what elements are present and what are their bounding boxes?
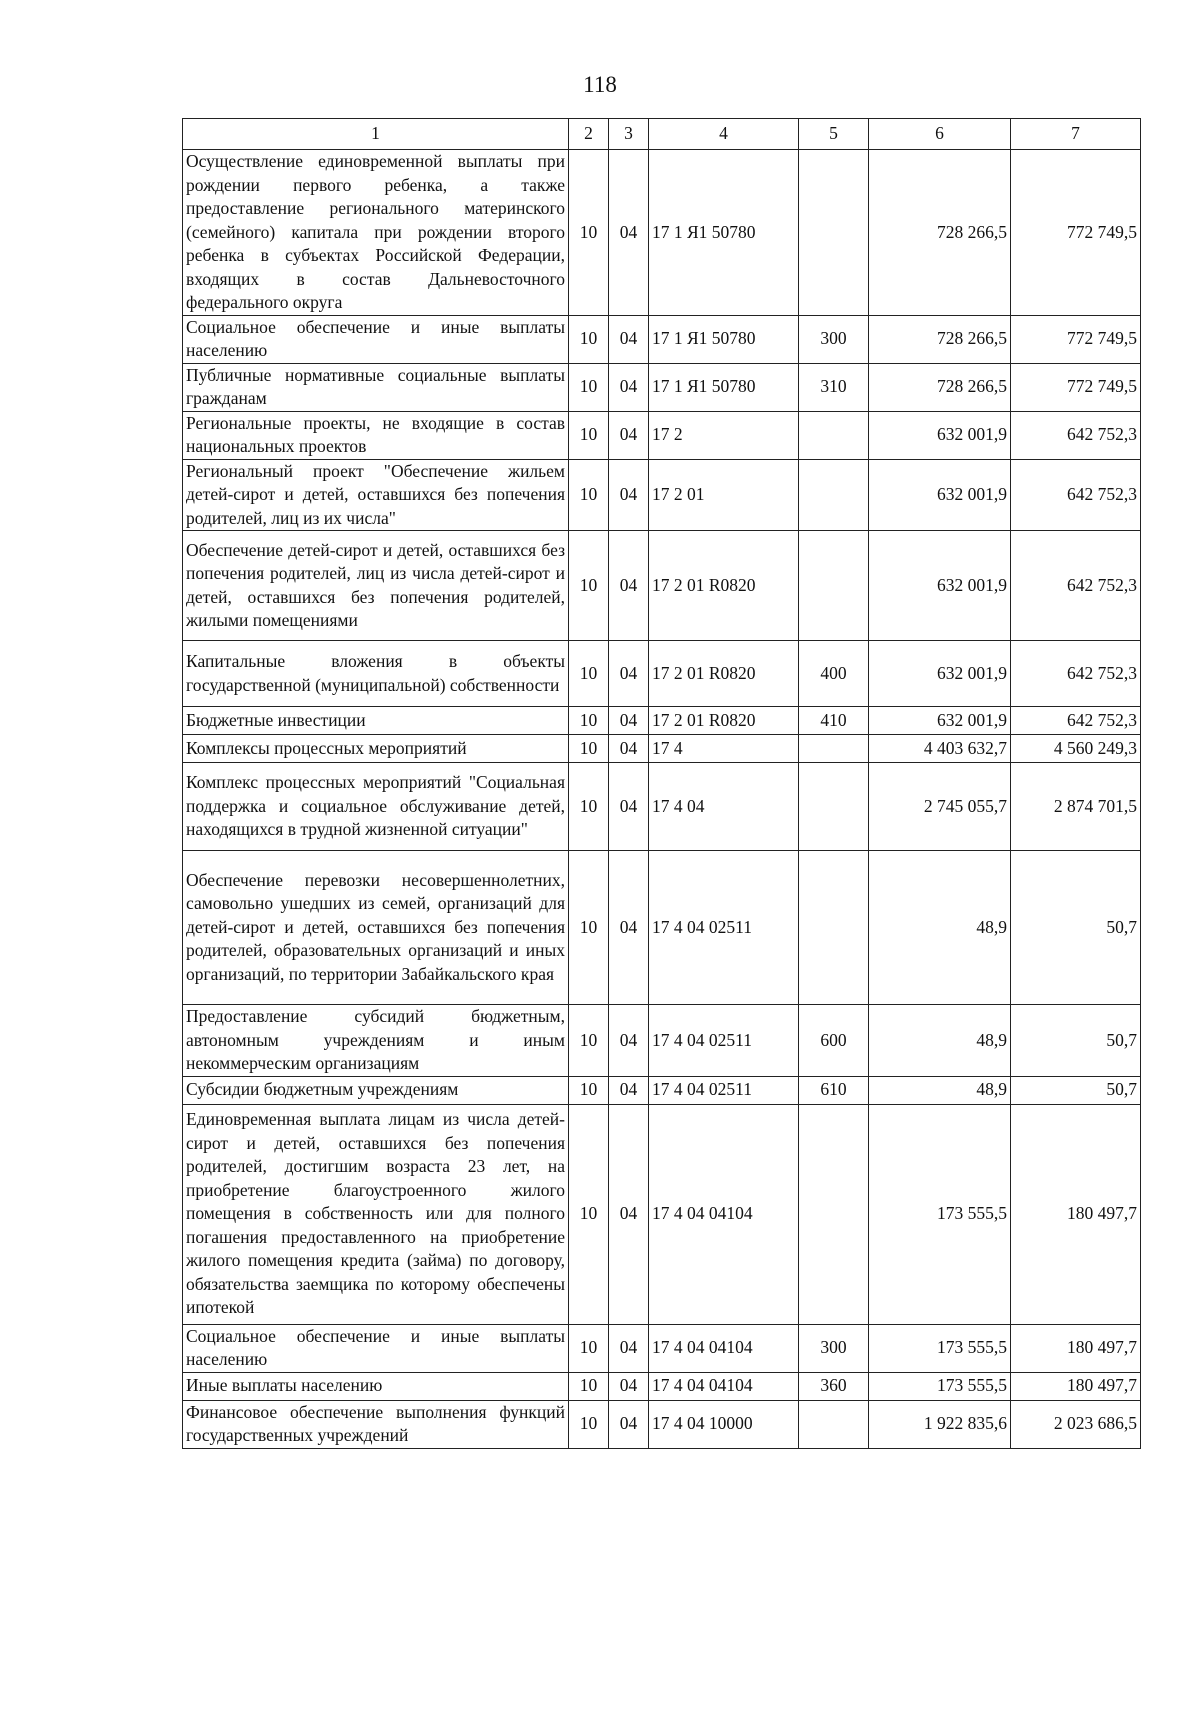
cell-name: Бюджетные инвестиции — [183, 707, 569, 735]
cell-target-article: 17 1 Я1 50780 — [649, 315, 799, 363]
table-row — [183, 707, 1141, 735]
cell-amount-year-2: 50,7 — [1011, 851, 1141, 1005]
cell-amount-year-2: 642 752,3 — [1011, 459, 1141, 531]
page-number: 118 — [583, 72, 617, 97]
column-header: 2 — [569, 119, 609, 150]
cell-amount-year-2: 642 752,3 — [1011, 531, 1141, 641]
cell-target-article: 17 2 01 R0820 — [649, 531, 799, 641]
cell-name: Публичные нормативные социальные выплаты гражданам — [183, 363, 569, 411]
cell-amount-year-2: 772 749,5 — [1011, 315, 1141, 363]
cell-subsection: 04 — [609, 735, 649, 763]
cell-expense-type: 410 — [799, 707, 869, 735]
cell-subsection: 04 — [609, 641, 649, 707]
cell-amount-year-1: 173 555,5 — [869, 1104, 1011, 1324]
cell-target-article: 17 4 04 10000 — [649, 1400, 799, 1448]
table-row — [183, 735, 1141, 763]
cell-section: 10 — [569, 1104, 609, 1324]
cell-amount-year-2: 2 874 701,5 — [1011, 763, 1141, 851]
cell-name: Капитальные вложения в объекты государственной (муниципальной) собственности — [183, 641, 569, 707]
cell-expense-type: 400 — [799, 641, 869, 707]
cell-expense-type — [799, 1104, 869, 1324]
table-row — [183, 763, 1141, 851]
table-row — [183, 315, 1141, 363]
cell-amount-year-1: 632 001,9 — [869, 411, 1011, 459]
cell-expense-type — [799, 411, 869, 459]
table-row — [183, 1372, 1141, 1400]
table-row — [183, 1104, 1141, 1324]
cell-expense-type: 600 — [799, 1005, 869, 1077]
cell-name: Финансовое обеспечение выполнения функций государственных учреждений — [183, 1400, 569, 1448]
table-row — [183, 150, 1141, 316]
cell-target-article: 17 4 04 04104 — [649, 1324, 799, 1372]
cell-amount-year-1: 48,9 — [869, 851, 1011, 1005]
cell-target-article: 17 4 04 02511 — [649, 1005, 799, 1077]
cell-amount-year-1: 632 001,9 — [869, 707, 1011, 735]
cell-section: 10 — [569, 363, 609, 411]
cell-section: 10 — [569, 150, 609, 316]
table-row — [183, 411, 1141, 459]
cell-expense-type — [799, 150, 869, 316]
column-header: 5 — [799, 119, 869, 150]
cell-name: Предоставление субсидий бюджетным, автономным учреждениям и иным некоммерческим организациям — [183, 1005, 569, 1077]
budget-table — [182, 118, 1141, 1449]
cell-subsection: 04 — [609, 459, 649, 531]
table-row — [183, 641, 1141, 707]
cell-section: 10 — [569, 459, 609, 531]
cell-target-article: 17 1 Я1 50780 — [649, 363, 799, 411]
cell-amount-year-2: 772 749,5 — [1011, 363, 1141, 411]
cell-subsection: 04 — [609, 707, 649, 735]
cell-amount-year-1: 173 555,5 — [869, 1324, 1011, 1372]
cell-expense-type — [799, 459, 869, 531]
cell-name: Иные выплаты населению — [183, 1372, 569, 1400]
cell-section: 10 — [569, 411, 609, 459]
column-header: 1 — [183, 119, 569, 150]
table-row — [183, 1324, 1141, 1372]
cell-amount-year-1: 728 266,5 — [869, 150, 1011, 316]
cell-expense-type — [799, 735, 869, 763]
cell-amount-year-1: 1 922 835,6 — [869, 1400, 1011, 1448]
table-body — [183, 150, 1141, 1449]
cell-subsection: 04 — [609, 1324, 649, 1372]
cell-expense-type: 610 — [799, 1076, 869, 1104]
cell-subsection: 04 — [609, 150, 649, 316]
cell-amount-year-2: 180 497,7 — [1011, 1104, 1141, 1324]
cell-section: 10 — [569, 707, 609, 735]
table-row — [183, 459, 1141, 531]
table-row — [183, 851, 1141, 1005]
cell-name: Субсидии бюджетным учреждениям — [183, 1076, 569, 1104]
table-row — [183, 1076, 1141, 1104]
cell-section: 10 — [569, 735, 609, 763]
column-header: 3 — [609, 119, 649, 150]
cell-name: Социальное обеспечение и иные выплаты населению — [183, 1324, 569, 1372]
table-row — [183, 531, 1141, 641]
cell-expense-type — [799, 851, 869, 1005]
column-header: 7 — [1011, 119, 1141, 150]
cell-section: 10 — [569, 1005, 609, 1077]
cell-amount-year-2: 772 749,5 — [1011, 150, 1141, 316]
cell-subsection: 04 — [609, 1076, 649, 1104]
cell-subsection: 04 — [609, 315, 649, 363]
cell-subsection: 04 — [609, 363, 649, 411]
cell-section: 10 — [569, 641, 609, 707]
cell-amount-year-1: 728 266,5 — [869, 315, 1011, 363]
cell-target-article: 17 1 Я1 50780 — [649, 150, 799, 316]
cell-target-article: 17 2 01 — [649, 459, 799, 531]
column-header: 4 — [649, 119, 799, 150]
cell-section: 10 — [569, 531, 609, 641]
cell-amount-year-1: 173 555,5 — [869, 1372, 1011, 1400]
cell-target-article: 17 4 04 02511 — [649, 1076, 799, 1104]
cell-target-article: 17 4 04 02511 — [649, 851, 799, 1005]
cell-amount-year-1: 728 266,5 — [869, 363, 1011, 411]
cell-name: Региональные проекты, не входящие в состав национальных проектов — [183, 411, 569, 459]
cell-amount-year-1: 632 001,9 — [869, 459, 1011, 531]
cell-amount-year-2: 642 752,3 — [1011, 707, 1141, 735]
cell-amount-year-2: 180 497,7 — [1011, 1324, 1141, 1372]
cell-amount-year-2: 642 752,3 — [1011, 411, 1141, 459]
cell-amount-year-1: 2 745 055,7 — [869, 763, 1011, 851]
cell-target-article: 17 2 — [649, 411, 799, 459]
cell-name: Комплексы процессных мероприятий — [183, 735, 569, 763]
cell-section: 10 — [569, 1076, 609, 1104]
cell-expense-type: 300 — [799, 1324, 869, 1372]
cell-subsection: 04 — [609, 531, 649, 641]
cell-amount-year-1: 48,9 — [869, 1005, 1011, 1077]
cell-name: Обеспечение детей-сирот и детей, оставшихся без попечения родителей, лиц из числа детей-сирот и детей, оставшихся без попечения родителей, жилыми помещениями — [183, 531, 569, 641]
cell-expense-type — [799, 763, 869, 851]
cell-expense-type — [799, 1400, 869, 1448]
cell-amount-year-2: 2 023 686,5 — [1011, 1400, 1141, 1448]
cell-expense-type: 310 — [799, 363, 869, 411]
cell-subsection: 04 — [609, 1005, 649, 1077]
cell-subsection: 04 — [609, 411, 649, 459]
cell-subsection: 04 — [609, 1372, 649, 1400]
cell-name: Комплекс процессных мероприятий "Социальная поддержка и социальное обслуживание детей, находящихся в трудной жизненной ситуации" — [183, 763, 569, 851]
cell-expense-type: 360 — [799, 1372, 869, 1400]
cell-amount-year-2: 50,7 — [1011, 1076, 1141, 1104]
cell-target-article: 17 4 04 — [649, 763, 799, 851]
cell-name: Осуществление единовременной выплаты при рождении первого ребенка, а также предоставление регионального материнского (семейного) капитала при рождении второго ребенка в субъектах Российской Федерации, входящих в состав Дальневосточного федерального округа — [183, 150, 569, 316]
cell-amount-year-1: 632 001,9 — [869, 641, 1011, 707]
cell-expense-type — [799, 531, 869, 641]
cell-target-article: 17 2 01 R0820 — [649, 641, 799, 707]
table-header-row — [183, 119, 1141, 150]
cell-subsection: 04 — [609, 1400, 649, 1448]
cell-amount-year-2: 50,7 — [1011, 1005, 1141, 1077]
cell-subsection: 04 — [609, 1104, 649, 1324]
cell-amount-year-1: 48,9 — [869, 1076, 1011, 1104]
table-row — [183, 363, 1141, 411]
cell-name: Социальное обеспечение и иные выплаты населению — [183, 315, 569, 363]
cell-amount-year-1: 4 403 632,7 — [869, 735, 1011, 763]
cell-target-article: 17 4 04 04104 — [649, 1372, 799, 1400]
cell-section: 10 — [569, 763, 609, 851]
cell-subsection: 04 — [609, 763, 649, 851]
cell-name: Единовременная выплата лицам из числа детей-сирот и детей, оставшихся без попечения родителей, достигшим возраста 23 лет, на приобретение благоустроенного жилого помещения в собственность или для полного погашения предоставленного на приобретение жилого помещения кредита (займа) по договору, обязательства заемщика по которому обеспечены ипотекой — [183, 1104, 569, 1324]
cell-amount-year-2: 642 752,3 — [1011, 641, 1141, 707]
cell-target-article: 17 4 04 04104 — [649, 1104, 799, 1324]
cell-section: 10 — [569, 1372, 609, 1400]
cell-target-article: 17 2 01 R0820 — [649, 707, 799, 735]
cell-section: 10 — [569, 1400, 609, 1448]
cell-name: Обеспечение перевозки несовершеннолетних, самовольно ушедших из семей, организаций для детей-сирот и детей, оставшихся без попечения родителей, образовательных организаций и иных организаций, по территории Забайкальского края — [183, 851, 569, 1005]
column-header: 6 — [869, 119, 1011, 150]
cell-section: 10 — [569, 315, 609, 363]
cell-expense-type: 300 — [799, 315, 869, 363]
cell-subsection: 04 — [609, 851, 649, 1005]
cell-target-article: 17 4 — [649, 735, 799, 763]
cell-section: 10 — [569, 851, 609, 1005]
cell-amount-year-2: 4 560 249,3 — [1011, 735, 1141, 763]
cell-amount-year-1: 632 001,9 — [869, 531, 1011, 641]
cell-name: Региональный проект "Обеспечение жильем детей-сирот и детей, оставшихся без попечения родителей, лиц из их числа" — [183, 459, 569, 531]
table-row — [183, 1400, 1141, 1448]
table-row — [183, 1005, 1141, 1077]
cell-section: 10 — [569, 1324, 609, 1372]
cell-amount-year-2: 180 497,7 — [1011, 1372, 1141, 1400]
